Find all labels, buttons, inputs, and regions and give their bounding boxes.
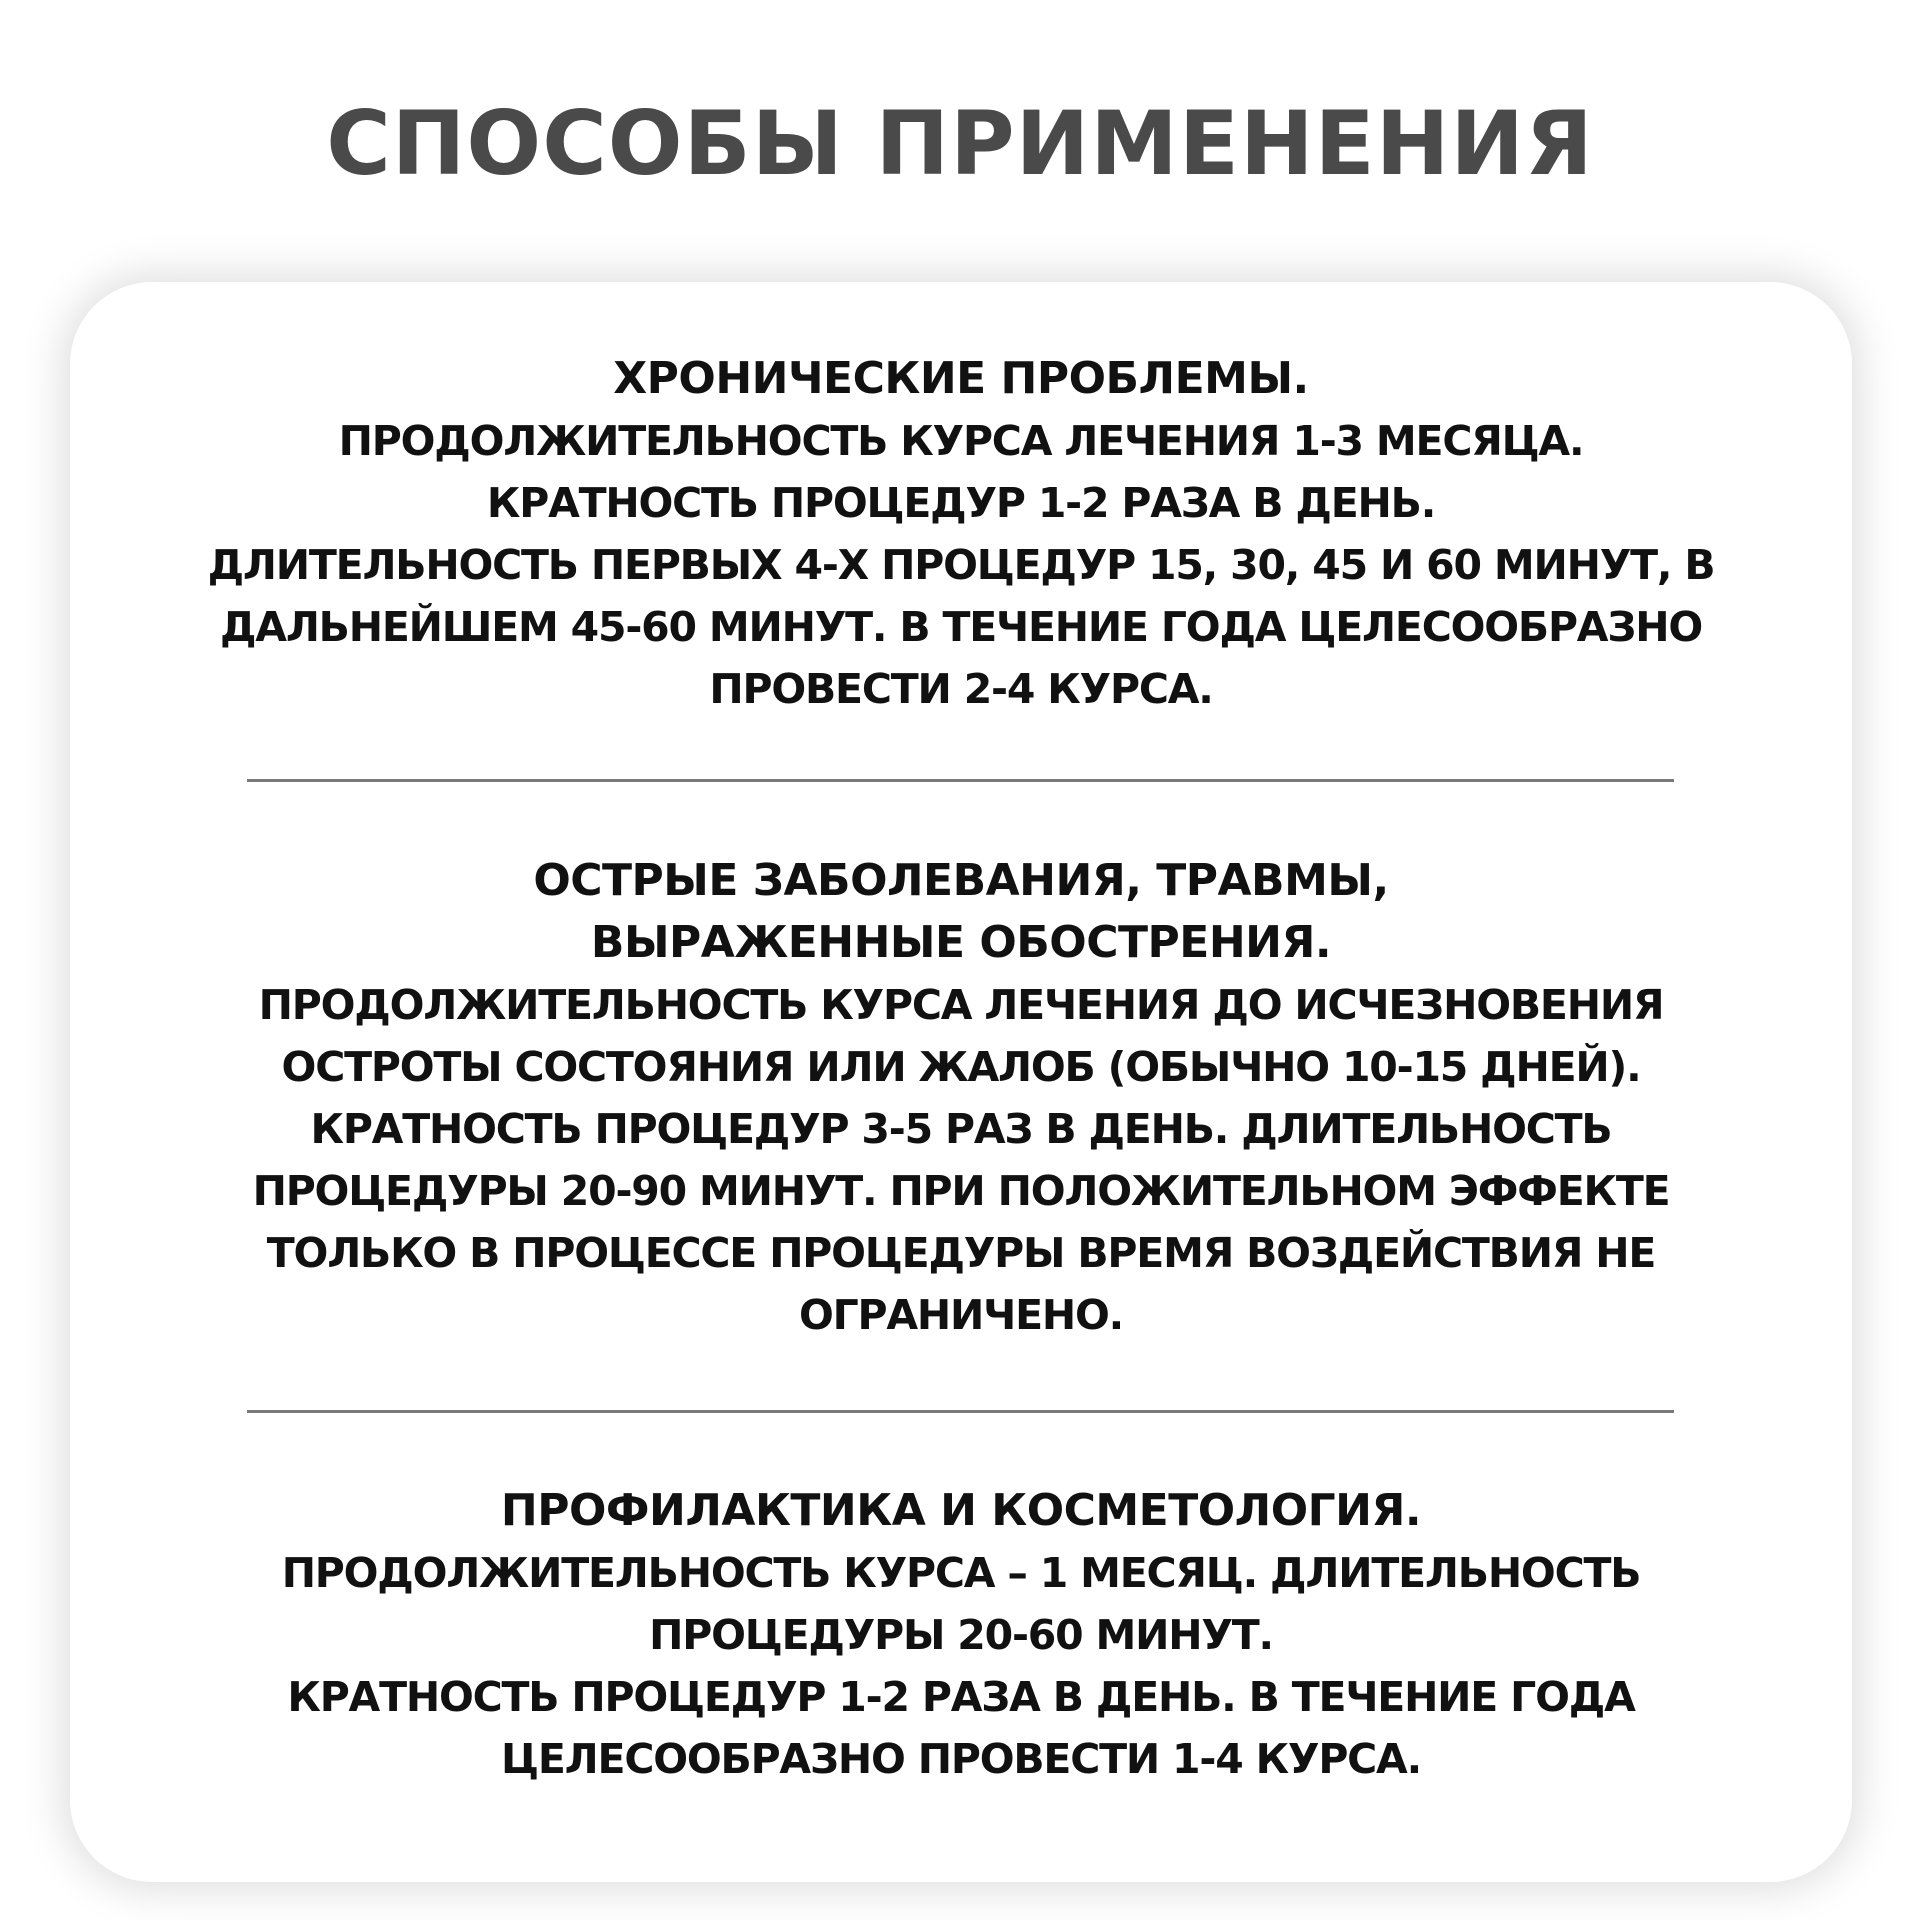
section-heading: ХРОНИЧЕСКИЕ ПРОБЛЕМЫ. — [613, 353, 1309, 404]
section-divider — [247, 1410, 1674, 1413]
section-chronic-problems — [70, 348, 1852, 720]
section-text-line: ПРОДОЛЖИТЕЛЬНОСТЬ КУРСА ЛЕЧЕНИЯ 1-3 МЕСЯЦА. — [338, 417, 1584, 465]
section-text-line: ПРОВЕСТИ 2-4 КУРСА. — [709, 665, 1213, 713]
section-text-line: КРАТНОСТЬ ПРОЦЕДУР 1-2 РАЗА В ДЕНЬ. — [486, 479, 1436, 527]
section-text-line: ПРОЦЕДУРЫ 20-90 МИНУТ. ПРИ ПОЛОЖИТЕЛЬНОМ ЭФФЕКТЕ — [252, 1167, 1670, 1215]
section-heading: ВЫРАЖЕННЫЕ ОБОСТРЕНИЯ. — [590, 917, 1332, 968]
section-text-line: ОГРАНИЧЕНО. — [798, 1291, 1124, 1339]
content-card — [70, 282, 1852, 1882]
section-acute-diseases — [70, 850, 1852, 1346]
section-heading: ОСТРЫЕ ЗАБОЛЕВАНИЯ, ТРАВМЫ, — [533, 855, 1389, 906]
section-text-line: КРАТНОСТЬ ПРОЦЕДУР 1-2 РАЗА В ДЕНЬ. В ТЕЧЕНИЕ ГОДА — [287, 1673, 1635, 1721]
section-divider — [247, 779, 1674, 782]
section-text-line: ТОЛЬКО В ПРОЦЕССЕ ПРОЦЕДУРЫ ВРЕМЯ ВОЗДЕЙСТВИЯ НЕ — [266, 1229, 1656, 1277]
section-text-line: ДАЛЬНЕЙШЕМ 45-60 МИНУТ. В ТЕЧЕНИЕ ГОДА ЦЕЛЕСООБРАЗНО — [219, 603, 1703, 651]
section-text-line: ЦЕЛЕСООБРАЗНО ПРОВЕСТИ 1-4 КУРСА. — [501, 1735, 1421, 1783]
section-prevention-cosmetology — [70, 1480, 1852, 1790]
section-text-line: ОСТРОТЫ СОСТОЯНИЯ ИЛИ ЖАЛОБ (ОБЫЧНО 10-15 ДНЕЙ). — [281, 1043, 1641, 1091]
section-text-line: ПРОДОЛЖИТЕЛЬНОСТЬ КУРСА – 1 МЕСЯЦ. ДЛИТЕЛЬНОСТЬ — [281, 1549, 1641, 1597]
section-text-line: ДЛИТЕЛЬНОСТЬ ПЕРВЫХ 4-Х ПРОЦЕДУР 15, 30, 45 И 60 МИНУТ, В — [207, 541, 1715, 589]
section-text-line: ПРОЦЕДУРЫ 20-60 МИНУТ. — [649, 1611, 1273, 1659]
page-title: СПОСОБЫ ПРИМЕНЕНИЯ — [326, 92, 1594, 195]
section-text-line: КРАТНОСТЬ ПРОЦЕДУР 3-5 РАЗ В ДЕНЬ. ДЛИТЕЛЬНОСТЬ — [310, 1105, 1612, 1153]
section-heading: ПРОФИЛАКТИКА И КОСМЕТОЛОГИЯ. — [500, 1485, 1422, 1536]
section-text-line: ПРОДОЛЖИТЕЛЬНОСТЬ КУРСА ЛЕЧЕНИЯ ДО ИСЧЕЗНОВЕНИЯ — [258, 981, 1664, 1029]
